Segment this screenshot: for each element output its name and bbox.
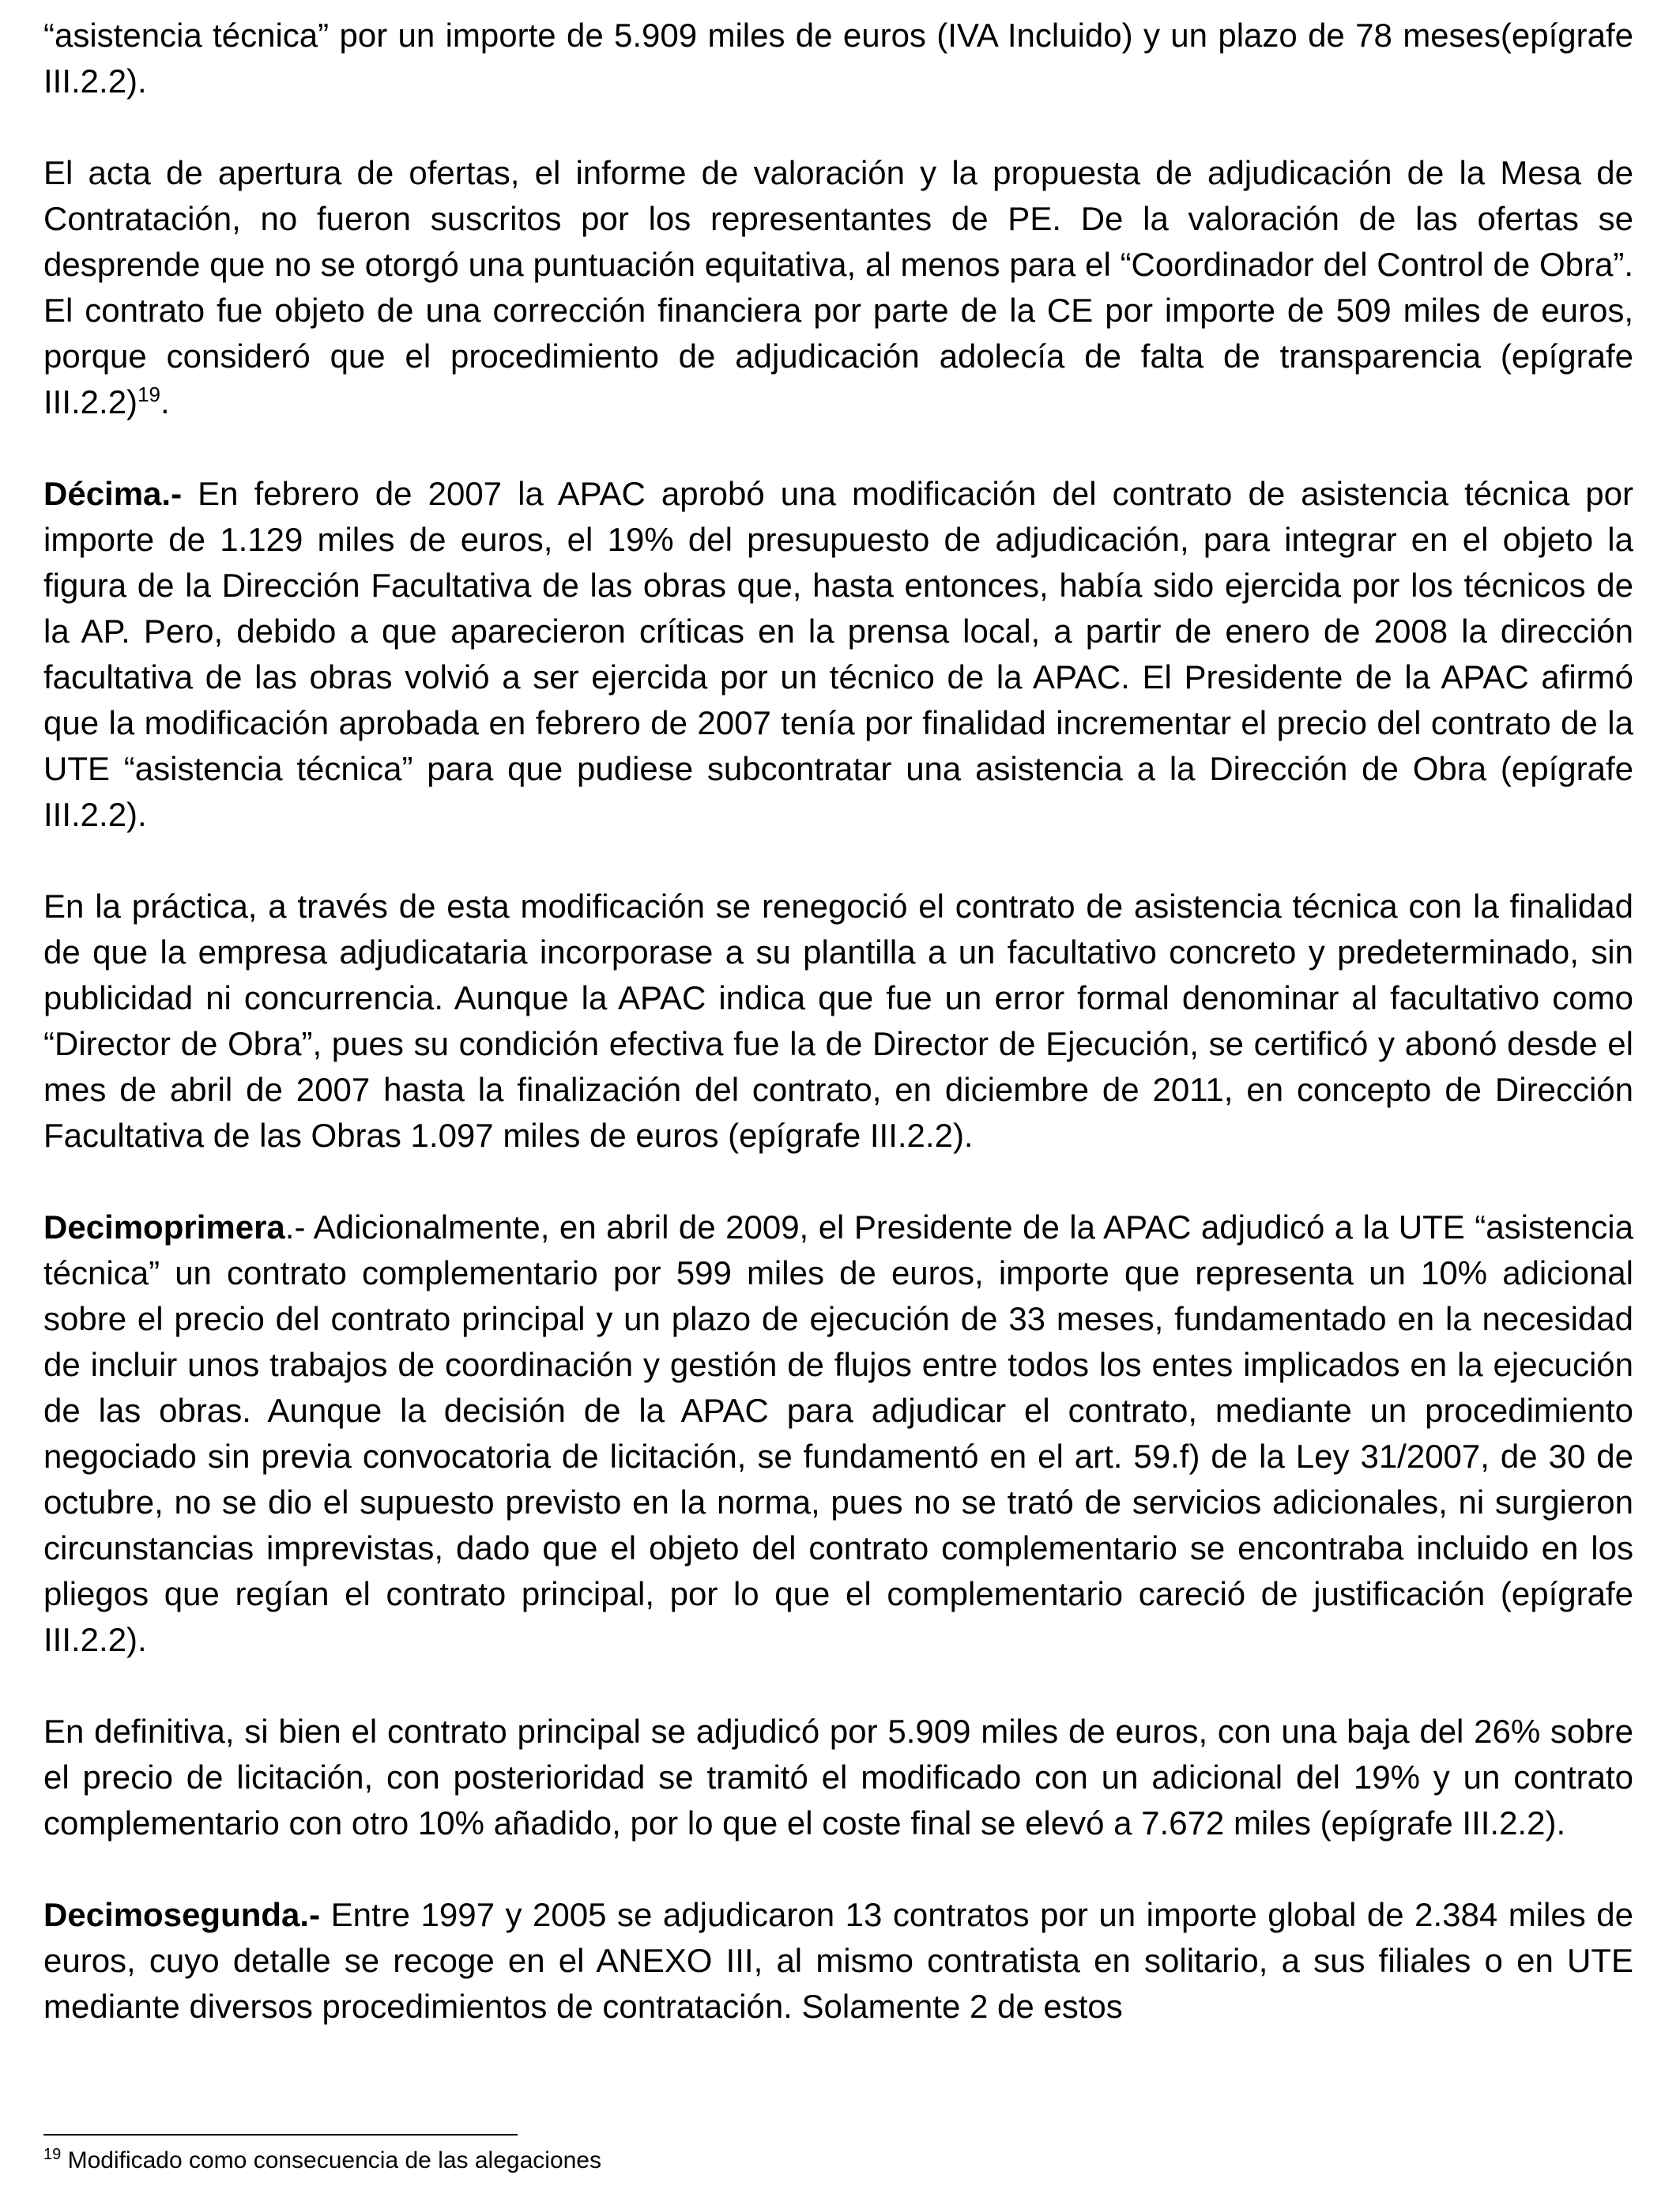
footnote-text: Modificado como consecuencia de las alegaciones: [61, 2147, 601, 2173]
paragraph-decima: [43, 471, 1633, 838]
paragraph-text: En definitiva, si bien el contrato principal se adjudicó por 5.909 miles de euros, con una baja del 26% sobre el precio de licitación, con posterioridad se tramitó el modificado con un adicional del 19% y un contrato complementario con otro 10% añadido, por lo que el coste final se elevó a 7.672 miles (epígrafe III.2.2).: [43, 1713, 1633, 1842]
paragraph-text: El acta de apertura de ofertas, el informe de valoración y la propuesta de adjudicación de la Mesa de Contratación, no fueron suscritos por los representantes de PE. De la valoración de las ofertas se desprende que no se otorgó una puntuación equitativa, al menos para el “Coordinador del Control de Obra”. El contrato fue objeto de una corrección financiera por parte de la CE por importe de 509 miles de euros, porque consideró que el procedimiento de adjudicación adolecía de falta de transparencia (epígrafe III.2.2): [43, 154, 1633, 420]
footnote-reference[interactable]: 19: [137, 383, 160, 406]
paragraph-en-definitiva: [43, 1709, 1633, 1846]
paragraph-tail: .: [160, 383, 170, 420]
paragraph-text: En febrero de 2007 la APAC aprobó una modificación del contrato de asistencia técnica por importe de 1.129 miles de euros, el 19% del presupuesto de adjudicación, para integrar en el objeto la figura de la Dirección Facultativa de las obras que, hasta entonces, había sido ejercida por los técnicos de la AP. Pero, debido a que aparecieron críticas en la prensa local, a partir de enero de 2008 la dirección facultativa de las obras volvió a ser ejercida por un técnico de la APAC. El Presidente de la APAC afirmó que la modificación aprobada en febrero de 2007 tenía por finalidad incrementar el precio del contrato de la UTE “asistencia técnica” para que pudiese subcontratar una asistencia a la Dirección de Obra (epígrafe III.2.2).: [43, 475, 1633, 833]
footnote: [43, 2145, 601, 2177]
paragraph-decimosegunda: [43, 1892, 1633, 2030]
paragraph-en-la-practica: [43, 884, 1633, 1159]
paragraph-text: “asistencia técnica” por un importe de 5.909 miles de euros (IVA Incluido) y un plazo de 78 meses(epígrafe III.2.2).: [43, 17, 1633, 100]
paragraph-heading: Décima.-: [43, 475, 183, 512]
paragraph-text: Entre 1997 y 2005 se adjudicaron 13 contratos por un importe global de 2.384 miles de euros, cuyo detalle se recoge en el ANEXO III, al mismo contratista en solitario, a sus filiales o en UTE mediante diversos procedimientos de contratación. Solamente 2 de estos: [43, 1896, 1633, 2025]
paragraph-heading: Decimosegunda.-: [43, 1896, 321, 1933]
footnote-number: 19: [43, 2146, 62, 2163]
footnote-separator: [43, 2134, 518, 2136]
paragraph-mesa-contratacion: [43, 150, 1633, 425]
paragraph-decimoprimera: [43, 1204, 1633, 1663]
paragraph-continuation: [43, 13, 1633, 104]
paragraph-heading: Decimoprimera: [43, 1208, 285, 1246]
paragraph-text: En la práctica, a través de esta modificación se renegoció el contrato de asistencia técnica con la finalidad de que la empresa adjudicataria incorporase a su plantilla a un facultativo concreto y predeterminado, sin publicidad ni concurrencia. Aunque la APAC indica que fue un error formal denominar al facultativo como “Director de Obra”, pues su condición efectiva fue la de Director de Ejecución, se certificó y abonó desde el mes de abril de 2007 hasta la finalización del contrato, en diciembre de 2011, en concepto de Dirección Facultativa de las Obras 1.097 miles de euros (epígrafe III.2.2).: [43, 888, 1633, 1154]
paragraph-text: .- Adicionalmente, en abril de 2009, el Presidente de la APAC adjudicó a la UTE “asistencia técnica” un contrato complementario por 599 miles de euros, importe que representa un 10% adicional sobre el precio del contrato principal y un plazo de ejecución de 33 meses, fundamentado en la necesidad de incluir unos trabajos de coordinación y gestión de flujos entre todos los entes implicados en la ejecución de las obras. Aunque la decisión de la APAC para adjudicar el contrato, mediante un procedimiento negociado sin previa convocatoria de licitación, se fundamentó en el art. 59.f) de la Ley 31/2007, de 30 de octubre, no se dio el supuesto previsto en la norma, pues no se trató de servicios adicionales, ni surgieron circunstancias imprevistas, dado que el objeto del contrato complementario se encontraba incluido en los pliegos que regían el contrato principal, por lo que el complementario careció de justificación (epígrafe III.2.2).: [43, 1208, 1633, 1658]
document-body: [43, 13, 1633, 2030]
